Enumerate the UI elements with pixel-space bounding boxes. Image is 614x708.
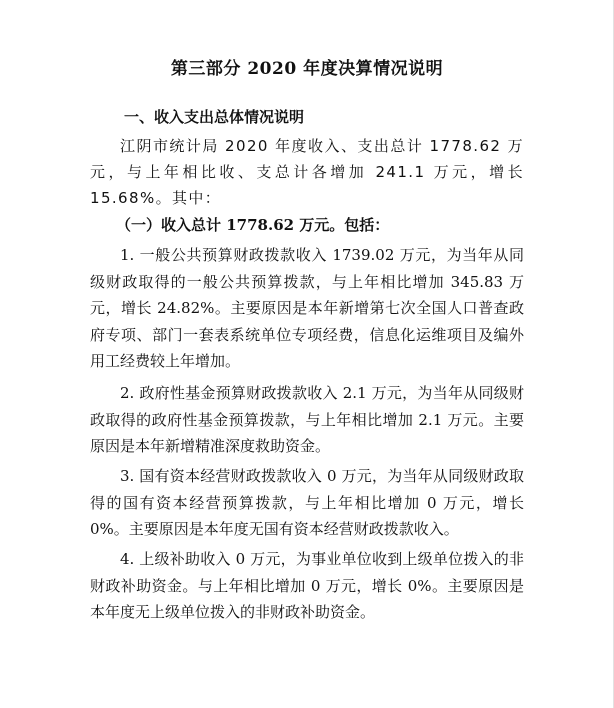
subsection-title: 收入总计 1778.62 万元。包括： <box>161 216 390 234</box>
income-item-4: 4. 上级补助收入 0 万元，为事业单位收到上级单位拨入的非财政补助资金。与上年相比增加 0 万元，增长 0%。主要原因是本年度无上级单位拨入的非财政补助资金。 <box>90 550 524 621</box>
page-title: 第三部分 2020 年度决算情况说明 <box>170 59 444 79</box>
subsection-heading <box>116 214 389 235</box>
subsection-prefix: （一） <box>116 216 162 234</box>
income-item-3: 3. 国有资本经营财政拨款收入 0 万元，为当年从同级财政取得的国有资本经营预算拨款，与上年相比增加 0 万元，增长 0%。主要原因是本年度无国有资本经营财政拨款收入。 <box>90 467 524 538</box>
section-heading: 一、收入支出总体情况说明 <box>124 108 305 126</box>
income-item-2: 2. 政府性基金预算财政拨款收入 2.1 万元，为当年从同级财政取得的政府性基金预算拨款，与上年相比增加 2.1 万元。主要原因是本年新增精准深度救助资金。 <box>90 384 524 455</box>
income-item-1: 1. 一般公共预算财政拨款收入 1739.02 万元，为当年从同级财政取得的一般公共预算拨款，与上年相比增加 345.83 万元，增长 24.82%。主要原因是本年新增第七次全国人口普查政府专项、部门一套表系统单位专项经费，信息化运维项目及编外用工经费较上年增加。 <box>90 246 524 370</box>
intro-paragraph: 江阴市统计局 2020 年度收入、支出总计 1778.62 万元，与上年相比收、支总计各增加 241.1 万元，增长 15.68%。其中： <box>90 137 524 207</box>
